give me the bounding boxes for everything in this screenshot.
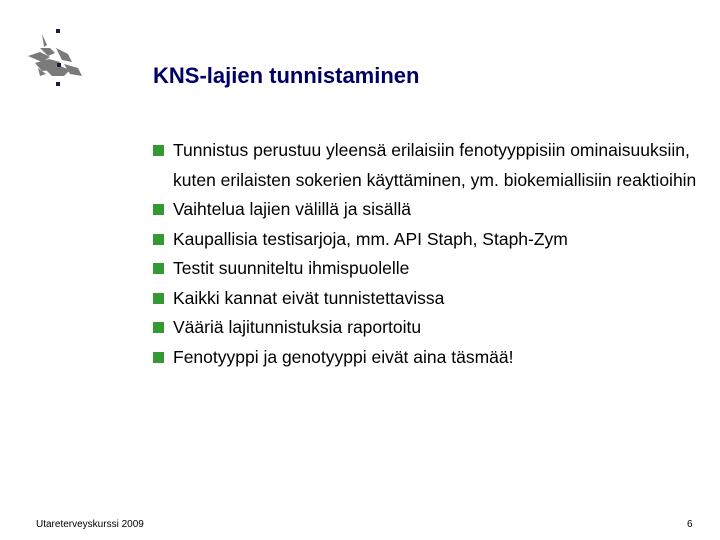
square-bullet-icon (153, 145, 164, 156)
bullet-text: Vaihtelua lajien välillä ja sisällä (173, 199, 412, 219)
bullet-item (153, 136, 713, 195)
bullet-text: Kaikki kannat eivät tunnistettavissa (173, 287, 445, 308)
footer-course-label: Utareterveyskurssi 2009 (36, 519, 144, 530)
bullet-text: Vääriä lajitunnistuksia raportoitu (173, 317, 422, 337)
bullet-text: Testit suunniteltu ihmispuolelle (173, 258, 410, 278)
bullet-item (153, 195, 713, 225)
bullet-item (153, 284, 713, 314)
bullet-text: Kaupallisia testisarjoja, mm. API Staph, Staph-Zym (173, 228, 568, 249)
slide-title: KNS-lajien tunnistaminen (153, 63, 420, 88)
bullet-item (153, 313, 713, 343)
square-bullet-icon (153, 293, 164, 304)
square-bullet-icon (153, 263, 164, 274)
page-number: 6 (687, 519, 693, 530)
square-bullet-icon (153, 234, 164, 245)
square-bullet-icon (153, 352, 164, 363)
square-bullet-icon (153, 204, 164, 215)
bullet-item (153, 225, 713, 255)
bullet-list (153, 136, 713, 372)
bullet-item (153, 343, 713, 373)
square-bullet-icon (153, 322, 164, 333)
bullet-text: Tunnistus perustuu yleensä erilaisiin fenotyyppisiin ominaisuuksiin, kuten erilaisten sokerien käyttäminen, ym. biokemiallisiin reaktioihin (173, 140, 697, 190)
university-flame-logo-icon (20, 26, 90, 96)
bullet-item (153, 254, 713, 284)
bullet-text: Fenotyyppi ja genotyyppi eivät aina täsmää! (173, 346, 514, 367)
